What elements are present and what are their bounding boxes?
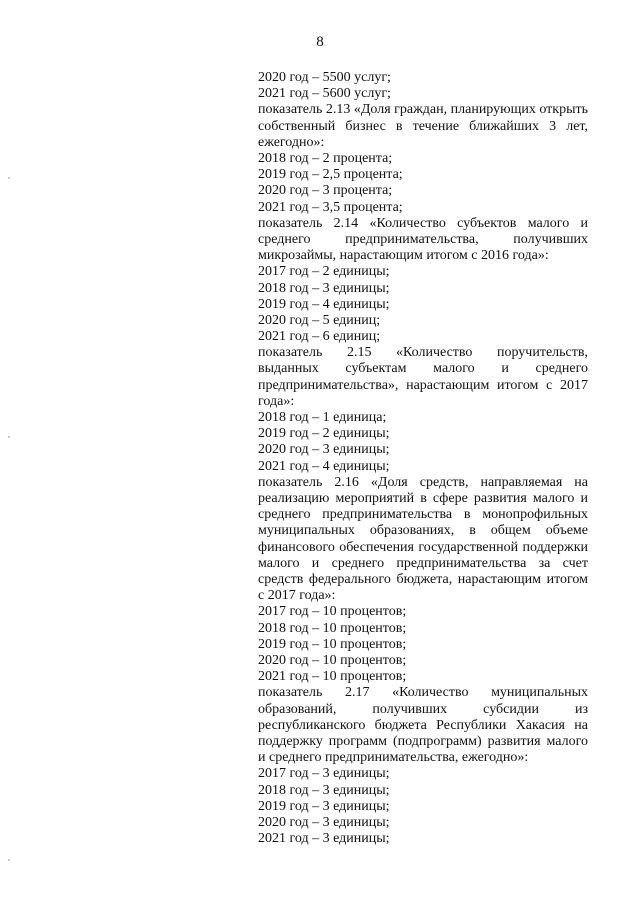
list-item: 2018 год – 3 единицы;	[258, 782, 390, 798]
list-item: 2019 год – 10 процентов;	[258, 636, 407, 652]
list-item: 2020 год – 3 единицы;	[258, 442, 390, 458]
list-item: 2017 год – 2 единицы;	[258, 264, 390, 280]
list-item: 2019 год – 2 единицы;	[258, 426, 390, 442]
list-item: 2018 год – 10 процентов;	[258, 620, 407, 636]
list-item: 2019 год – 2,5 процента;	[258, 167, 403, 183]
indicator-2-13-text: показатель 2.13 «Доля граждан, планирующих открыть собственный бизнес в течение ближайших 3 лет, ежегодно»:	[258, 102, 588, 150]
list-item: 2017 год – 3 единицы;	[258, 766, 390, 782]
list-item: 2021 год – 6 единиц;	[258, 329, 381, 345]
list-item: 2018 год – 3 единицы;	[258, 280, 390, 296]
list-item: 2017 год – 10 процентов;	[258, 604, 407, 620]
list-item: 2020 год – 10 процентов;	[258, 653, 407, 669]
indicator-2-15-text: показатель 2.15 «Количество поручительств, выданных субъектам малого и среднего предпринимательства», нарастающим итогом с 2017 года»:	[258, 345, 588, 409]
list-item: 2021 год – 4 единицы;	[258, 458, 390, 474]
indicators-text-block	[258, 70, 588, 847]
scan-mark	[8, 436, 10, 438]
indicator-2-14-text: показатель 2.14 «Количество субъектов малого и среднего предпринимательства, получивших микрозаймы, нарастающим итогом с 2016 года»:	[258, 215, 588, 264]
list-item: 2021 год – 3,5 процента;	[258, 199, 403, 215]
list-item: 2020 год – 5 единиц;	[258, 312, 381, 328]
list-item: 2018 год – 1 единица;	[258, 410, 387, 426]
scan-mark	[8, 177, 10, 179]
scan-mark	[8, 859, 10, 861]
indicator-2-16-text: показатель 2.16 «Доля средств, направляемая на реализацию мероприятий в сфере развития малого и среднего предпринимательства в монопрофильных муниципальных образованиях, в общем объеме финансового обеспечения государственной поддержки малого и среднего предпринимательства за счет средств федерального бюджета, нарастающим итогом с 2017 года»:	[258, 474, 588, 604]
list-item: 2021 год – 3 единицы;	[258, 831, 390, 847]
list-item: 2019 год – 4 единицы;	[258, 296, 390, 312]
list-item: 2021 год – 10 процентов;	[258, 669, 407, 685]
list-item: 2020 год – 5500 услуг;	[258, 70, 391, 85]
list-item: 2020 год – 3 единицы;	[258, 814, 390, 830]
list-item: 2018 год – 2 процента;	[258, 150, 393, 166]
page-number: 8	[316, 34, 324, 50]
list-item: 2021 год – 5600 услуг;	[258, 86, 391, 102]
indicator-2-17-text: показатель 2.17 «Количество муниципальных образований, получивших субсидии из республиканского бюджета Республики Хакасия на поддержку программ (подпрограмм) развития малого и среднего предпринимательства, ежегодно»:	[258, 685, 588, 766]
list-item: 2019 год – 3 единицы;	[258, 798, 390, 814]
list-item: 2020 год – 3 процента;	[258, 183, 393, 199]
